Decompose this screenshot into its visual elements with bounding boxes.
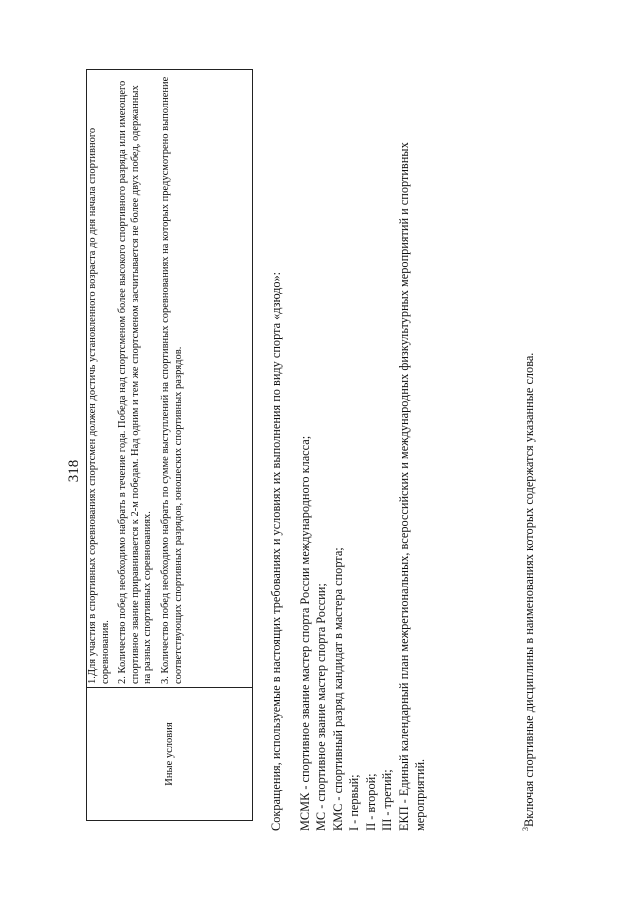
condition-item: 1.Для участия в спортивных соревнованиях спортсмен должен достичь установленного возраста до дня начала спортивного соревнования. <box>87 127 111 684</box>
abbreviations-section <box>268 71 429 831</box>
abbreviation-item: ЕКП - Единый календарный план межрегиональных, всероссийских и международных физкультурных мероприятий и спортивных мероприятий. <box>396 142 427 831</box>
abbreviation-item: III - третий; <box>380 769 394 831</box>
page-number: 318 <box>66 459 82 483</box>
footnote-marker: 3 <box>521 827 530 831</box>
abbreviation-item: I - первый; <box>347 774 361 831</box>
abbreviation-item: МСМК - спортивное звание мастер спорта России международного класса; <box>297 435 312 831</box>
condition-item: 3. Количество побед необходимо набрать по сумме выступлений на спортивных соревнованиях на которых предусмотрено выполнение соответствующих спортивных разрядов, юношеских спортивных разрядов. <box>159 76 184 684</box>
abbreviation-item: II - второй; <box>363 773 378 831</box>
rotated-sheet <box>66 66 581 861</box>
row-content <box>87 70 253 688</box>
requirements-table <box>86 69 253 821</box>
footnote <box>521 71 537 831</box>
abbreviation-item: КМС - спортивный разряд кандидат в мастера спорта; <box>330 547 345 831</box>
condition-item: 2. Количество побед необходимо набрать в течение года. Победа над спортсменом более высокого спортивного разряда или имеющего спортивное звание приравнивается к 2-м победам. Над одним и тем же спортсменом засчитывается не более двух побед, одержанных на разных спортивных соревнованиях. <box>117 80 154 684</box>
row-label: Иные условия <box>87 688 253 821</box>
footnote-text: Включая спортивные дисциплины в наименованиях которых содержатся указанные слова. <box>522 352 537 827</box>
abbreviations-intro: Сокращения, используемые в настоящих требованиях и условиях их выполнения по виду спорта «дзюдо»: <box>269 271 283 831</box>
abbreviation-item: МС - спортивное звание мастер спорта России; <box>314 583 328 831</box>
table-row <box>87 70 253 821</box>
